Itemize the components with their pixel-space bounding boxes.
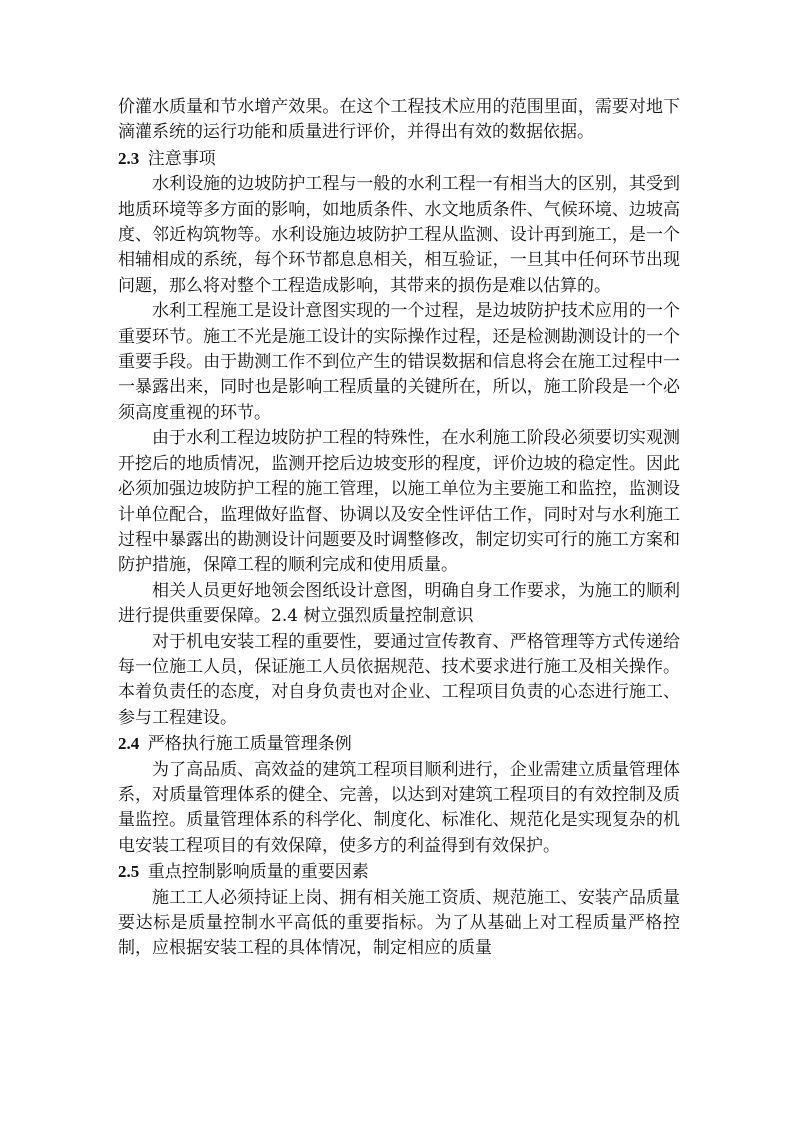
paragraph: 对于机电安装工程的重要性，要通过宣传教育、严格管理等方式传递给每一位施工人员，保证施工人员依据规范、技术要求进行施工及相关操作。本着负责任的态度，对自身负责也对企业、工程项目负责的心态进行施工、参与工程建设。	[118, 631, 680, 728]
paragraph: 水利设施的边坡防护工程与一般的水利工程一有相当大的区别，其受到地质环境等多方面的影响，如地质条件、水文地质条件、气候环境、边坡高度、邻近构筑物等。水利设施边坡防护工程从监测、设计再到施工，是一个相辅相成的系统，每个环节都息息相关，相互验证，一旦其中任何环节出现问题，那么将对整个工程造成影响，其带来的损伤是难以估算的。	[118, 174, 680, 296]
section-title: 严格执行施工质量管理条例	[147, 734, 352, 755]
section-heading-2-3	[118, 146, 680, 172]
paragraph-continuation: 价灌水质量和节水增产效果。在这个工程技术应用的范围里面，需要对地下滴灌系统的运行功能和质量进行评价，并得出有效的数据依据。	[118, 97, 680, 143]
section-title: 重点控制影响质量的重要因素	[147, 862, 369, 883]
section-number: 2.4	[118, 734, 140, 754]
section-number: 2.5	[118, 862, 140, 882]
document-body	[118, 95, 680, 962]
section-heading-2-5	[118, 859, 680, 885]
section-number: 2.3	[118, 148, 140, 168]
paragraph: 水利工程施工是设计意图实现的一个过程，是边坡防护技术应用的一个重要环节。施工不光是施工设计的实际操作过程，还是检测勘测设计的一个重要手段。由于勘测工作不到位产生的错误数据和信息将会在施工过程中一一暴露出来，同时也是影响工程质量的关键所在，所以，施工阶段是一个必须高度重视的环节。	[118, 301, 680, 423]
section-heading-2-4	[118, 731, 680, 757]
section-title: 注意事项	[147, 148, 216, 169]
paragraph: 由于水利工程边坡防护工程的特殊性，在水利施工阶段必须要切实观测开挖后的地质情况，监测开挖后边坡变形的程度，评价边坡的稳定性。因此必须加强边坡防护工程的施工管理，以施工单位为主要施工和监控，监测设计单位配合，监理做好监督、协调以及安全性评估工作，同时对与水利施工过程中暴露出的勘测设计问题要及时调整修改，制定切实可行的施工方案和防护措施，保障工程的顺利完成和使用质量。	[118, 428, 680, 576]
paragraph: 施工工人必须持证上岗、拥有相关施工资质、规范施工、安装产品质量要达标是质量控制水平高低的重要指标。为了从基础上对工程质量严格控制，应根据安装工程的具体情况，制定相应的质量	[118, 887, 680, 959]
paragraph: 相关人员更好地领会图纸设计意图，明确自身工作要求，为施工的顺利进行提供重要保障。2.4 树立强烈质量控制意识	[118, 580, 680, 627]
paragraph: 为了高品质、高效益的建筑工程项目顺利进行，企业需建立质量管理体系，对质量管理体系的健全、完善，以达到对建筑工程项目的有效控制及质量监控。质量管理体系的科学化、制度化、标准化、规范化是实现复杂的机电安装工程项目的有效保障，使多方的利益得到有效保护。	[118, 759, 680, 856]
